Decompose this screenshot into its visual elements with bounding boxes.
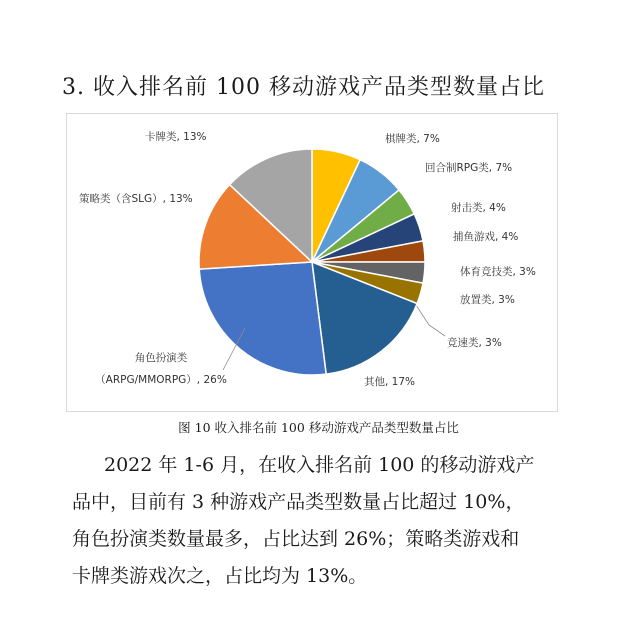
slice-label: 卡牌类, 13% bbox=[145, 131, 207, 143]
paragraph-line: 卡牌类游戏次之，占比均为 13%。 bbox=[72, 565, 368, 587]
slice-label: 其他, 17% bbox=[364, 376, 416, 388]
slice-label: 回合制RPG类, 7% bbox=[425, 162, 513, 174]
slice-label: 捕鱼游戏, 4% bbox=[453, 231, 519, 243]
pie-chart bbox=[67, 114, 557, 411]
pie-slice bbox=[199, 262, 326, 375]
slice-label: 体育竞技类, 3% bbox=[460, 266, 536, 278]
slice-label: 棋牌类, 7% bbox=[385, 133, 440, 145]
slice-label: 放置类, 3% bbox=[460, 294, 515, 306]
figure-caption: 图 10 收入排名前 100 移动游戏产品类型数量占比 bbox=[178, 420, 459, 435]
slice-label: 策略类（含SLG）, 13% bbox=[79, 193, 193, 205]
slice-label: 竞速类, 3% bbox=[447, 337, 502, 349]
body-paragraph bbox=[72, 447, 572, 595]
paragraph-line: 角色扮演类数量最多，占比达到 26%；策略类游戏和 bbox=[72, 528, 520, 550]
slice-label: 射击类, 4% bbox=[451, 202, 506, 214]
paragraph-line: 2022 年 1-6 月，在收入排名前 100 的移动游戏产 bbox=[104, 454, 535, 476]
section-heading: 3. 收入排名前 100 移动游戏产品类型数量占比 bbox=[62, 75, 545, 100]
pie-chart-frame bbox=[66, 113, 558, 412]
slice-label: 角色扮演类（ARPG/MMORPG）, 26% bbox=[95, 352, 227, 386]
paragraph-line: 品中，目前有 3 种游戏产品类型数量占比超过 10%， bbox=[72, 491, 525, 513]
